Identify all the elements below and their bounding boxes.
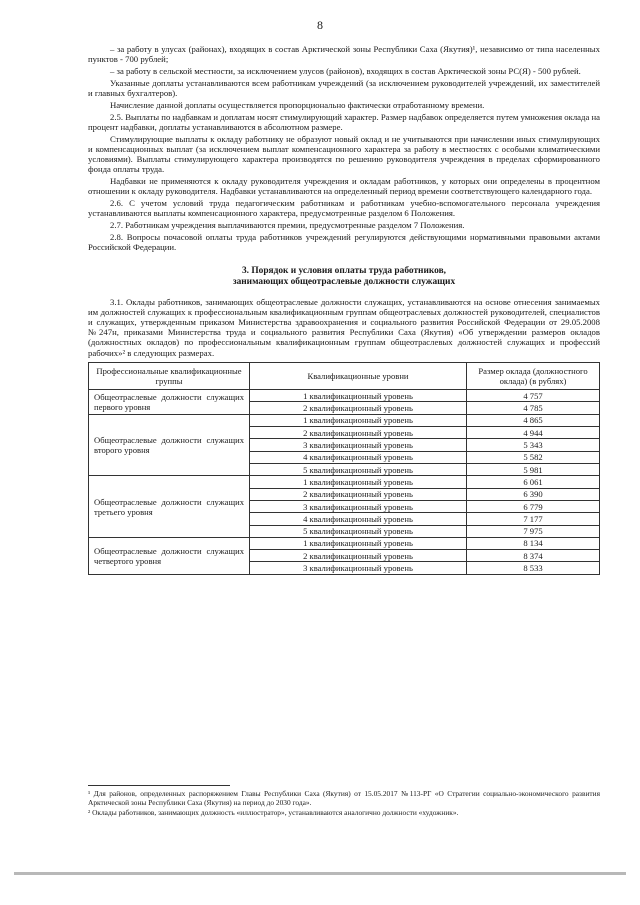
level-cell: 3 квалификационный уровень	[250, 500, 467, 512]
document-body	[88, 44, 600, 575]
level-cell: 2 квалификационный уровень	[250, 488, 467, 500]
paragraph-rural-allowance: – за работу в сельской местности, за исключением улусов (районов), входящих в состав Арктической зоны РС(Я) - 500 рублей.	[110, 66, 581, 76]
table-row	[89, 476, 600, 488]
paragraph-2-6: 2.6. С учетом условий труда педагогическим работникам и работникам учебно-вспомогательного персонала учреждения устанавливаются выплаты компенсационного характера, предусмотренные разделом 6 Положения.	[88, 198, 600, 219]
paragraph-3-1: 3.1. Оклады работников, занимающих общеотраслевые должности служащих, устанавливаются на основе отнесения занимаемых им должностей служащих к профессиональным квалификационным группам общеотраслевых должностей руководителей, специалистов и служащих, утвержденным приказом Министерства здравоохранения и социального развития Российской Федерации от 29.05.2008 №247н, приказами Министерства труда и социального развития Республики Саха (Якутия) «Об утверждении размеров окладов (должностных окладов) по профессиональным квалификационным группам общеотраслевых должностей служащих и профессий рабочих»² в следующих размерах.	[88, 296, 600, 358]
scan-edge-artifact	[14, 872, 626, 875]
level-cell: 2 квалификационный уровень	[250, 402, 467, 415]
header-group: Профессиональные квалификационные группы	[89, 362, 250, 389]
salary-table	[88, 362, 600, 575]
paragraph-allowance-scope: Указанные доплаты устанавливаются всем работникам учреждений (за исключением руководителей учреждений, их заместителей и главных бухгалтеров).	[88, 77, 600, 98]
header-salary: Размер оклада (должностного оклада) (в рублях)	[467, 362, 600, 389]
salary-cell: 5 981	[467, 464, 600, 476]
level-cell: 3 квалификационный уровень	[250, 562, 467, 574]
level-cell: 2 квалификационный уровень	[250, 427, 467, 439]
section-title-line-1: 3. Порядок и условия оплаты труда работников,	[241, 266, 447, 277]
paragraph-stimulating-payments: Стимулирующие выплаты к окладу работнику не образуют новый оклад и не учитываются при начислении иных стимулирующих и компенсационных выплат (за исключением выплат компенсационного характера за работу в местностях с особыми климатическими условиями). Выплаты стимулирующего характера производятся по решению руководителя учреждения в пределах сформированного фонда оплаты труда.	[88, 133, 600, 175]
salary-cell: 4 785	[467, 402, 600, 415]
salary-cell: 4 944	[467, 427, 600, 439]
group-cell-level-1: Общеотраслевые должности служащих первого уровня	[89, 389, 250, 414]
level-cell: 3 квалификационный уровень	[250, 439, 467, 451]
table-row	[89, 537, 600, 549]
paragraph-bonuses-not-applied: Надбавки не применяются к окладу руководителя учреждения и окладам работников, у которых они определены в процентном отношении к окладу руководителя. Надбавки устанавливаются на определенный период времени соответствующего календарного года.	[88, 176, 600, 197]
salary-cell: 8 134	[467, 537, 600, 549]
level-cell: 1 квалификационный уровень	[250, 414, 467, 426]
salary-cell: 6 390	[467, 488, 600, 500]
group-cell-level-2: Общеотраслевые должности служащих второго уровня	[89, 414, 250, 475]
section-title-line-2: занимающих общеотраслевые должности служащих	[232, 277, 456, 288]
level-cell: 2 квалификационный уровень	[250, 550, 467, 562]
footnote-divider	[88, 785, 230, 786]
salary-cell: 6 061	[467, 476, 600, 488]
page-number: 8	[317, 18, 323, 32]
paragraph-2-8: 2.8. Вопросы почасовой оплаты труда работников учреждений регулируются действующими нормативными правовыми актами Российской Федерации.	[88, 231, 600, 252]
salary-cell: 4 865	[467, 414, 600, 426]
salary-cell: 4 757	[467, 389, 600, 402]
level-cell: 1 квалификационный уровень	[250, 476, 467, 488]
paragraph-arctic-allowance: – за работу в улусах (районах), входящих в состав Арктической зоны Республики Саха (Якутия)¹, независимо от типа населенных пунктов - 700 рублей;	[88, 44, 600, 65]
group-cell-level-3: Общеотраслевые должности служащих третьего уровня	[89, 476, 250, 537]
table-row	[89, 389, 600, 402]
footnote-1: ¹ Для районов, определенных распоряжением Главы Республики Саха (Якутия) от 15.05.2017 №113-РГ «О Стратегии социально-экономического развития Арктической зоны Республики Саха (Якутия) на период до 2030 года».	[88, 789, 600, 807]
table-row	[89, 414, 600, 426]
footnote-2: ² Оклады работников, занимающих должность «иллюстратор», устанавливаются аналогично должности «художник».	[88, 808, 459, 817]
footnotes	[88, 789, 600, 818]
level-cell: 4 квалификационный уровень	[250, 451, 467, 463]
section-3-title	[88, 266, 600, 288]
paragraph-2-7: 2.7. Работникам учреждения выплачиваются премии, предусмотренные разделом 7 Положения.	[110, 220, 465, 230]
level-cell: 1 квалификационный уровень	[250, 537, 467, 549]
salary-cell: 5 343	[467, 439, 600, 451]
salary-cell: 8 533	[467, 562, 600, 574]
salary-cell: 7 975	[467, 525, 600, 537]
paragraph-2-5: 2.5. Выплаты по надбавкам и доплатам носят стимулирующий характер. Размер надбавок определяется путем умножения оклада на процент надбавки, доплаты устанавливаются в абсолютном размере.	[88, 111, 600, 132]
level-cell: 5 квалификационный уровень	[250, 525, 467, 537]
salary-cell: 8 374	[467, 550, 600, 562]
salary-cell: 5 582	[467, 451, 600, 463]
salary-cell: 6 779	[467, 500, 600, 512]
level-cell: 4 квалификационный уровень	[250, 513, 467, 525]
level-cell: 5 квалификационный уровень	[250, 464, 467, 476]
level-cell: 1 квалификационный уровень	[250, 389, 467, 402]
header-level: Квалификационные уровни	[250, 362, 467, 389]
salary-cell: 7 177	[467, 513, 600, 525]
paragraph-allowance-proportional: Начисление данной доплаты осуществляется пропорционально фактически отработанному времени.	[110, 99, 485, 110]
table-header-row	[89, 362, 600, 389]
group-cell-level-4: Общеотраслевые должности служащих четвертого уровня	[89, 537, 250, 574]
